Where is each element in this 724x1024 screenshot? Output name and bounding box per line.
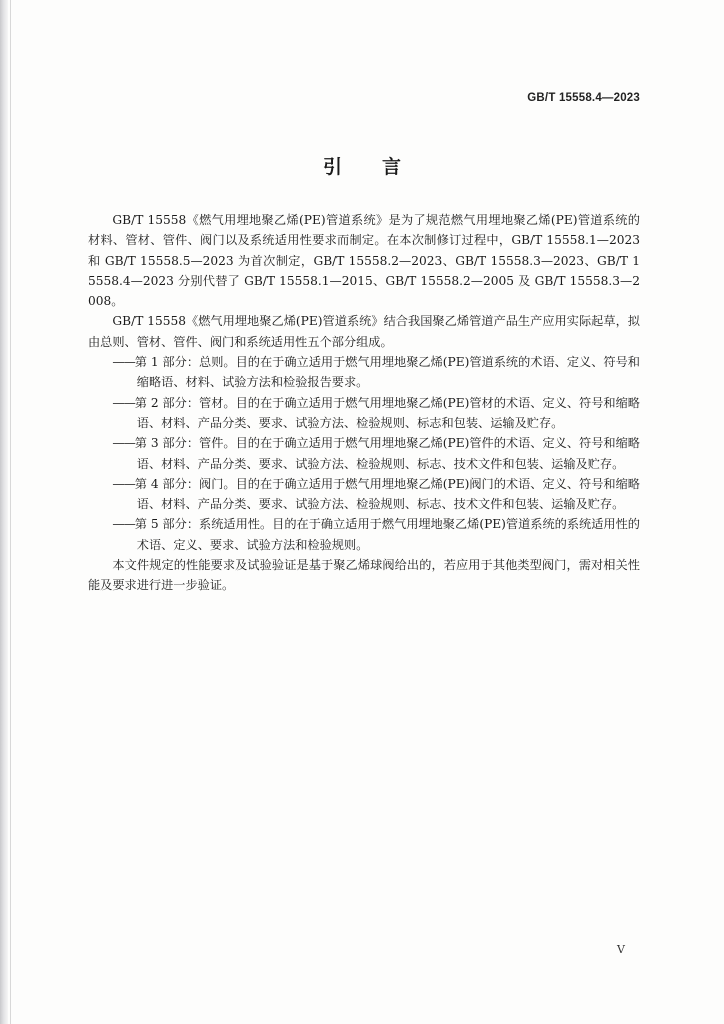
page-title: 引言 bbox=[322, 156, 441, 178]
part-item-4 bbox=[112, 474, 640, 515]
part-dash: —— bbox=[112, 395, 135, 410]
part-dash: —— bbox=[112, 476, 135, 491]
part-text: 第 4 部分：阀门。目的在于确立适用于燃气用埋地聚乙烯(PE)阀门的术语、定义、符号和缩略语、材料、产品分类、要求、试验方法、检验规则、标志、技术文件和包装、运输及贮存。 bbox=[134, 476, 640, 512]
intro-paragraph-3: 本文件规定的性能要求及试验验证是基于聚乙烯球阀给出的，若应用于其他类型阀门，需对相关性能及要求进行进一步验证。 bbox=[88, 558, 640, 593]
part-item-3 bbox=[112, 433, 640, 474]
document-body bbox=[88, 210, 640, 596]
part-text: 第 5 部分：系统适用性。目的在于确立适用于燃气用埋地聚乙烯(PE)管道系统的系统适用性的术语、定义、要求、试验方法和检验规则。 bbox=[134, 517, 640, 552]
page-number: V bbox=[617, 943, 625, 956]
part-dash: —— bbox=[112, 355, 135, 370]
intro-paragraph-1: GB/T 15558《燃气用埋地聚乙烯(PE)管道系统》是为了规范燃气用埋地聚乙烯(PE)管道系统的材料、管材、管件、阀门以及系统适用性要求而制定。在本次制修订过程中，GB/T 15558.1—2023 和 GB/T 15558.5—2023 为首次制定，GB/T 15558.2—2023、GB/T 15558.3—2023、GB/T 15558.4—2023 分别代替了 GB/T 15558.1—2015、GB/T 15558.2—2005 及 GB/T 15558.3—2008。 bbox=[88, 213, 640, 309]
intro-paragraph-2: GB/T 15558《燃气用埋地聚乙烯(PE)管道系统》结合我国聚乙烯管道产品生产应用实际起草，拟由总则、管材、管件、阀门和系统适用性五个部分组成。 bbox=[88, 314, 640, 349]
part-item-5 bbox=[112, 514, 640, 555]
part-text: 第 3 部分：管件。目的在于确立适用于燃气用埋地聚乙烯(PE)管件的术语、定义、符号和缩略语、材料、产品分类、要求、试验方法、检验规则、标志、技术文件和包装、运输及贮存。 bbox=[134, 436, 640, 471]
part-text: 第 2 部分：管材。目的在于确立适用于燃气用埋地聚乙烯(PE)管材的术语、定义、符号和缩略语、材料、产品分类、要求、试验方法、检验规则、标志和包装、运输及贮存。 bbox=[134, 395, 640, 430]
part-item-2 bbox=[112, 393, 640, 434]
standard-code: GB/T 15558.4—2023 bbox=[527, 92, 640, 104]
part-item-1 bbox=[112, 352, 640, 393]
part-text: 第 1 部分：总则。目的在于确立适用于燃气用埋地聚乙烯(PE)管道系统的术语、定义、符号和缩略语、材料、试验方法和检验报告要求。 bbox=[134, 355, 640, 390]
part-dash: —— bbox=[112, 517, 135, 532]
part-dash: —— bbox=[112, 436, 135, 451]
